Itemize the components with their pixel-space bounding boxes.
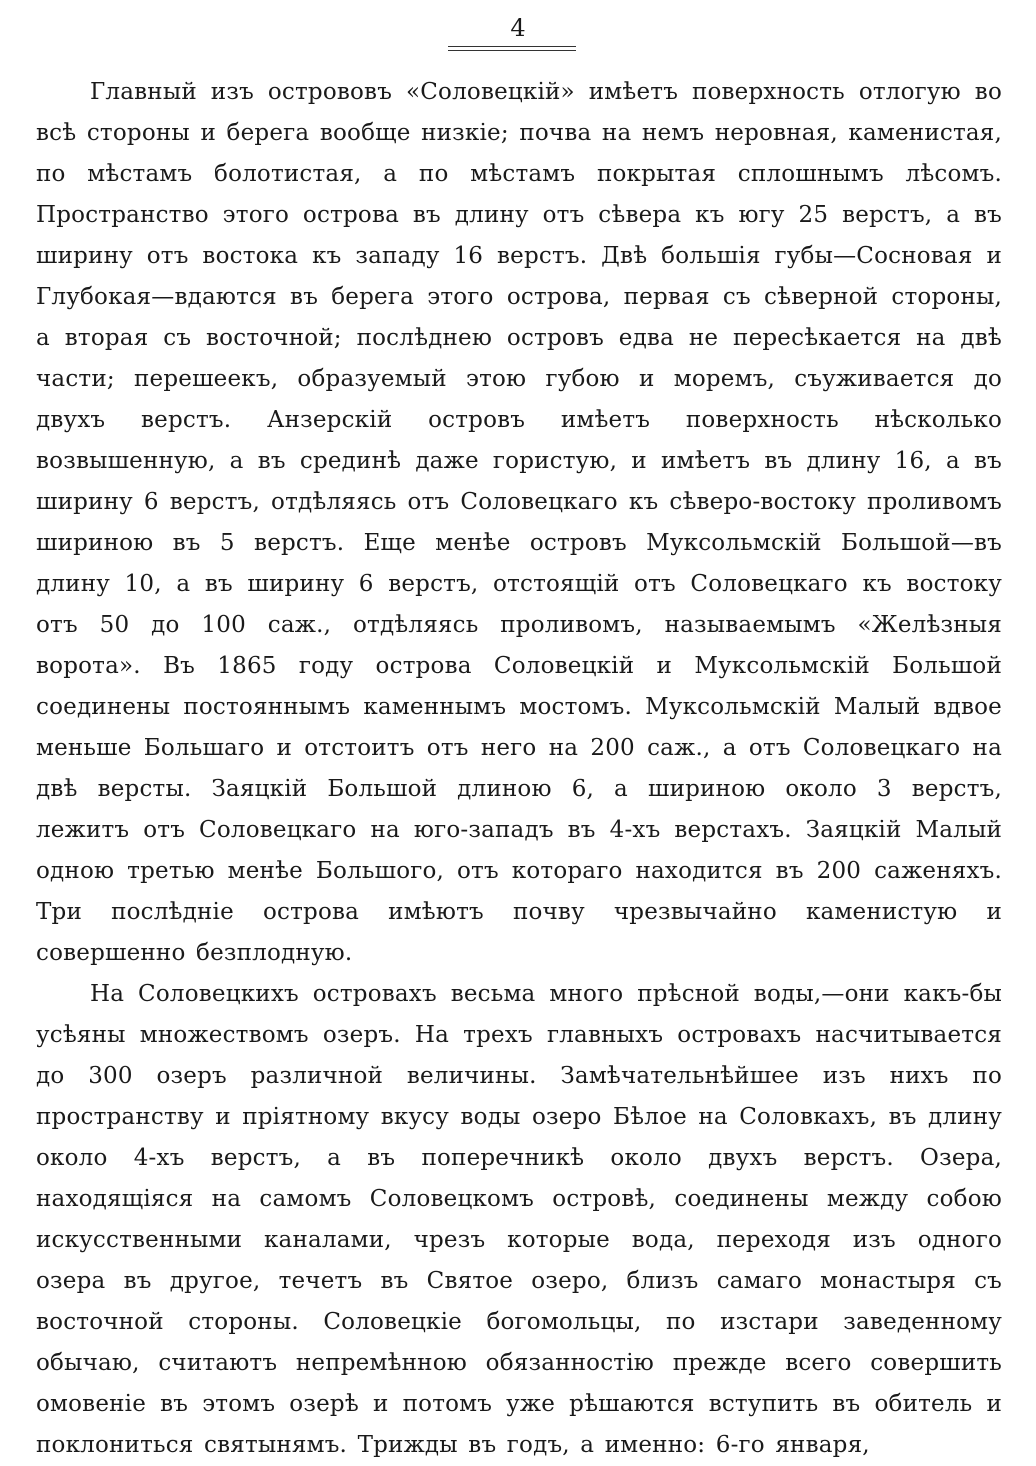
- header-rule-secondary: [448, 50, 576, 51]
- page-number: 4: [510, 14, 526, 42]
- body-text: [36, 72, 1002, 1466]
- paragraph-islands: Главный изъ острововъ «Соловецкій» имѣетъ поверхность отлогую во всѣ стороны и берега вообще низкіе; почва на немъ неровная, каменистая, по мѣстамъ болотистая, а по мѣстамъ покрытая сплошнымъ лѣсомъ. Пространство этого острова въ длину отъ сѣвера къ югу 25 верстъ, а въ ширину отъ востока къ западу 16 верстъ. Двѣ большія губы—Сосновая и Глубокая—вдаются въ берега этого острова, первая съ сѣверной стороны, а вторая съ восточной; послѣднею островъ едва не пересѣкается на двѣ части; перешеекъ, образуемый этою губою и моремъ, съуживается до двухъ верстъ. Анзерскій островъ имѣетъ поверхность нѣсколько возвышенную, а въ срединѣ даже гористую, и имѣетъ въ длину 16, а въ ширину 6 верстъ, отдѣляясь отъ Соловецкаго къ сѣверо-востоку проливомъ шириною въ 5 верстъ. Еще менѣе островъ Муксольмскій Большой—въ длину 10, а въ ширину 6 верстъ, отстоящій отъ Соловецкаго къ востоку отъ 50 до 100 саж., отдѣляясь проливомъ, называемымъ «Желѣзныя ворота». Въ 1865 году острова Соловецкій и Муксольмскій Большой соединены постояннымъ каменнымъ мостомъ. Муксольмскій Малый вдвое меньше Большаго и отстоитъ отъ него на 200 саж., а отъ Соловецкаго на двѣ версты. Заяцкій Большой длиною 6, а шириною около 3 верстъ, лежитъ отъ Соловецкаго на юго-западъ въ 4-хъ верстахъ. Заяцкій Малый одною третью менѣе Большого, отъ котораго находится въ 200 саженяхъ. Три послѣдніе острова имѣютъ почву чрезвычайно каменистую и совершенно безплодную.: [36, 79, 1002, 966]
- paragraph-lakes: На Соловецкихъ островахъ весьма много прѣсной воды,—они какъ-бы усѣяны множествомъ озеръ. На трехъ главныхъ островахъ насчитывается до 300 озеръ различной величины. Замѣчательнѣйшее изъ нихъ по пространству и пріятному вкусу воды озеро Бѣлое на Соловкахъ, въ длину около 4-хъ верстъ, а въ поперечникѣ около двухъ верстъ. Озера, находящіяся на самомъ Соловецкомъ островѣ, соединены между собою искусственными каналами, чрезъ которые вода, переходя изъ одного озера въ другое, течетъ въ Святое озеро, близъ самаго монастыря съ восточной стороны. Соловецкіе богомольцы, по изстари заведенному обычаю, считаютъ непремѣнною обязанностію прежде всего совершить омовеніе въ этомъ озерѣ и потомъ уже рѣшаются вступить въ обитель и поклониться святынямъ. Трижды въ годъ, а именно: 6-го января,: [36, 981, 1002, 1458]
- header-rule: [448, 46, 576, 47]
